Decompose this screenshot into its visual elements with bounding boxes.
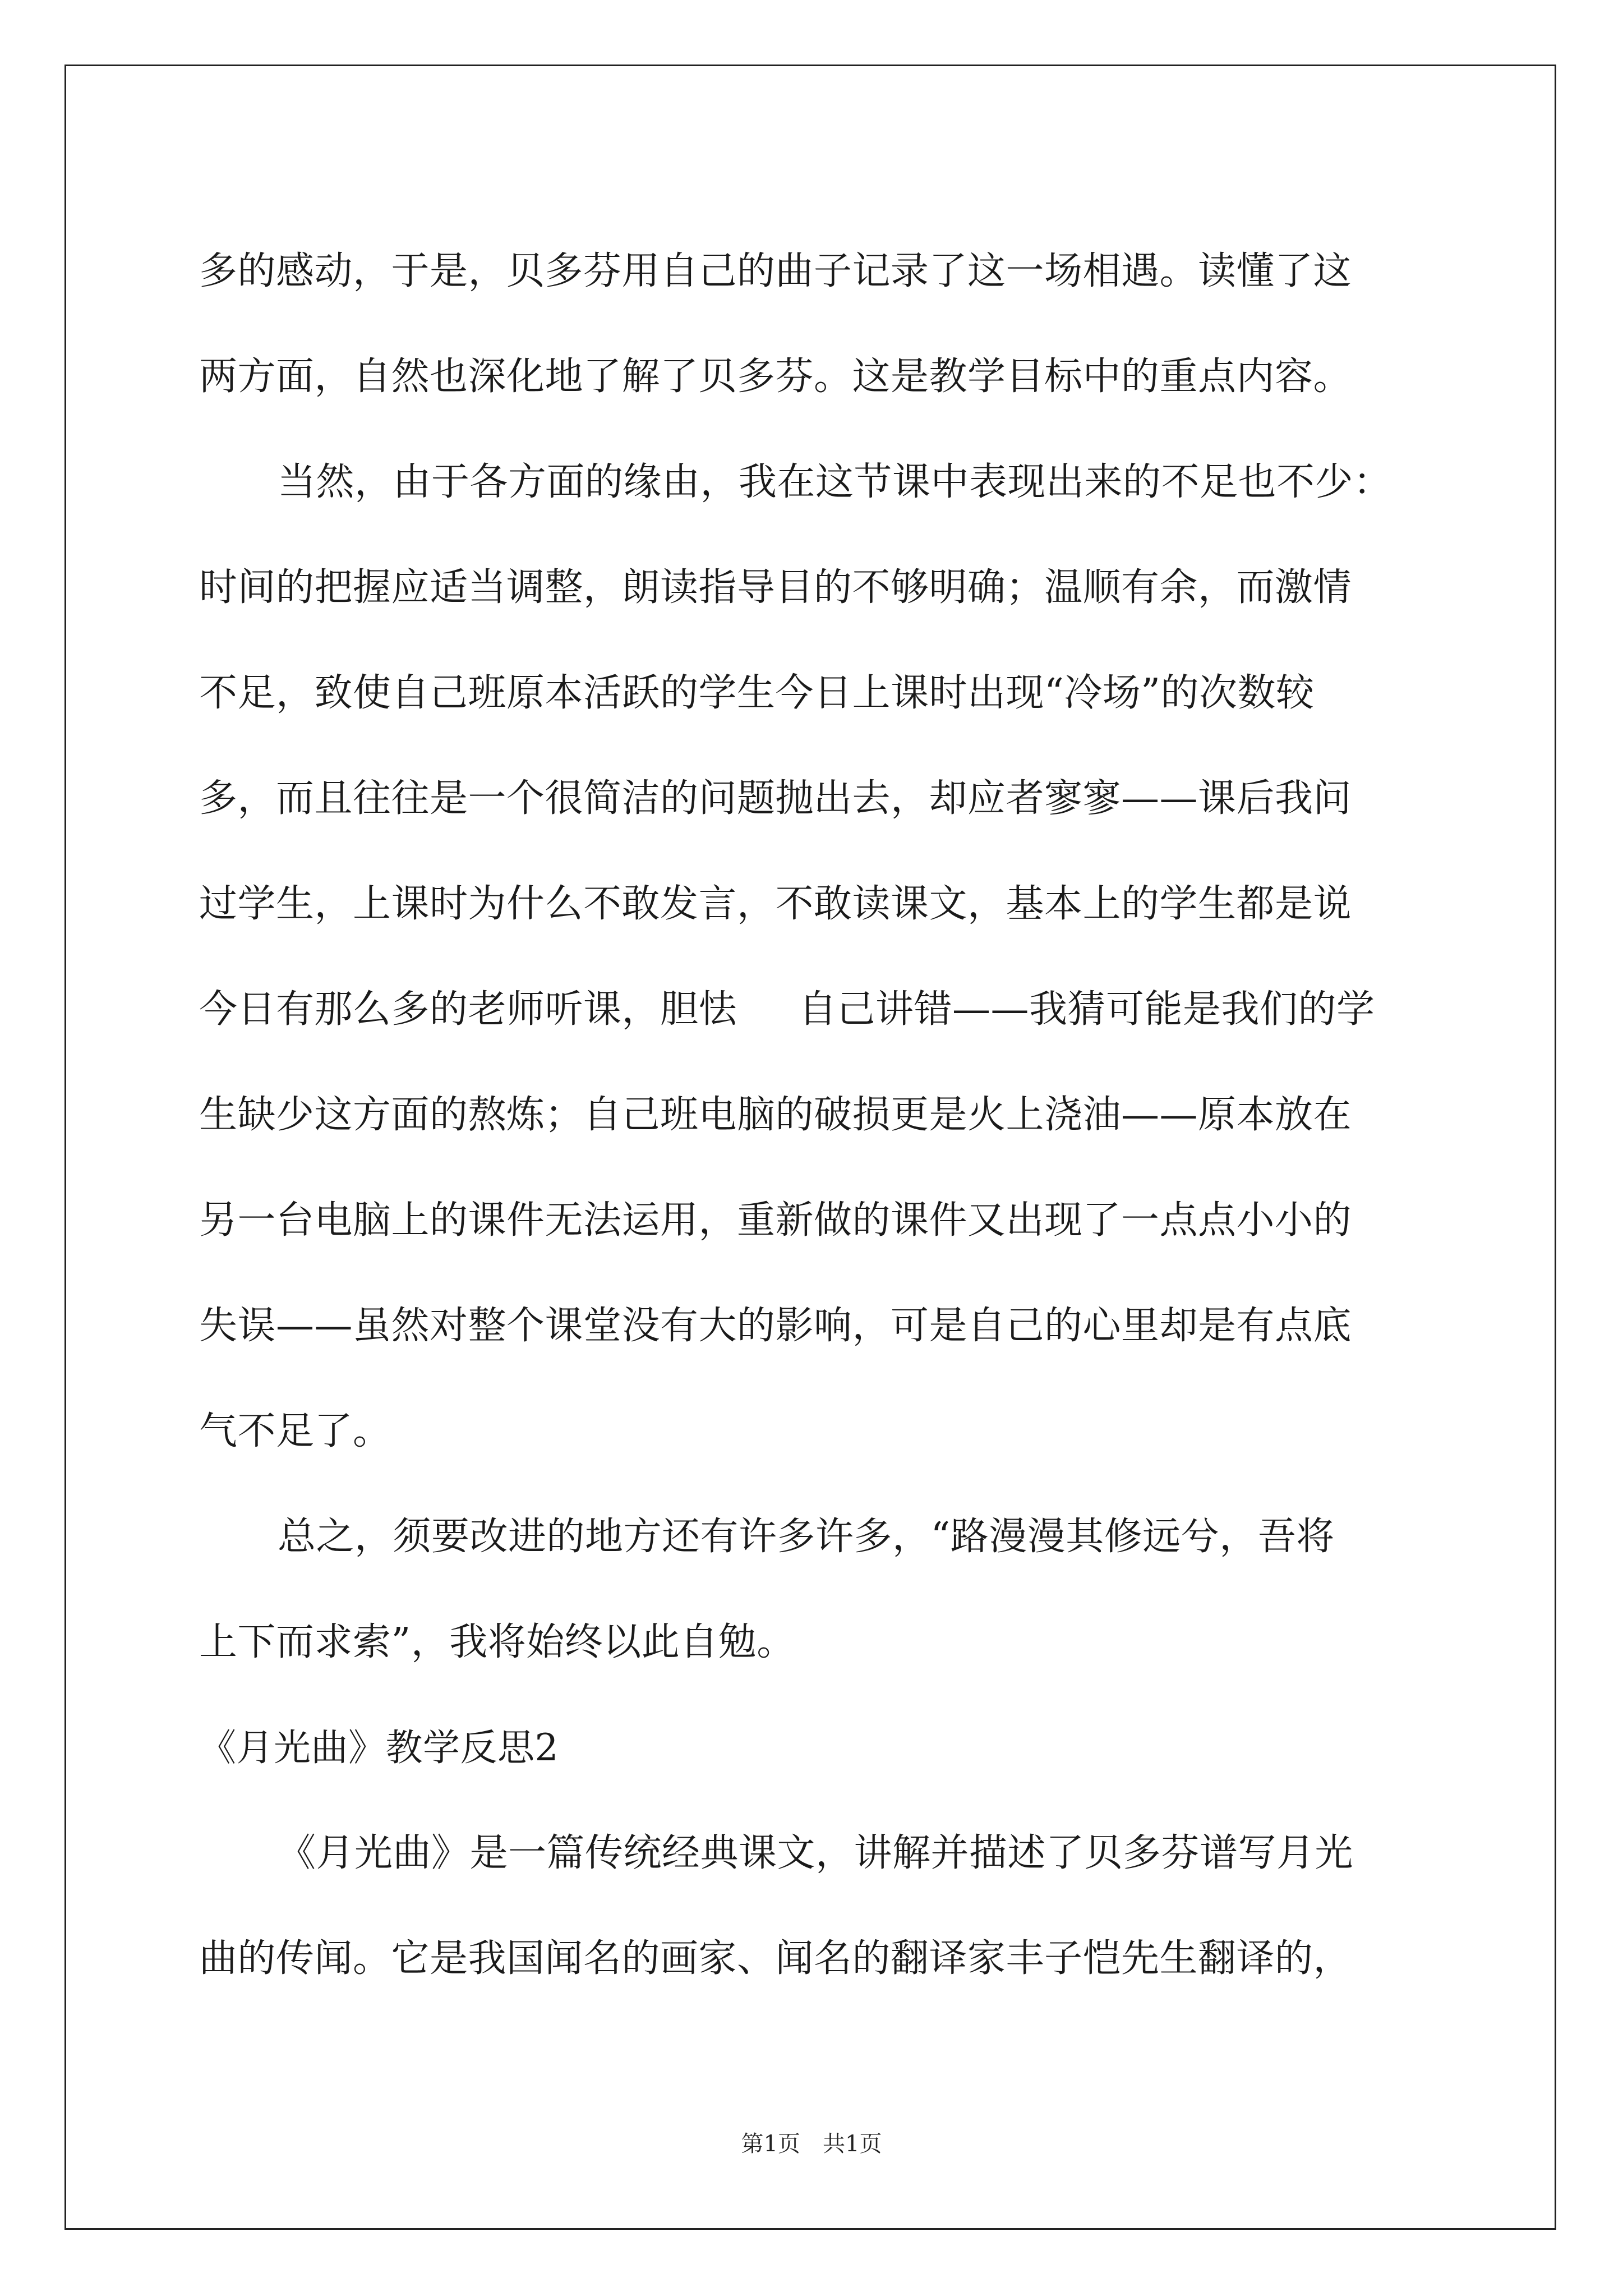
paragraph-line: 气不足了。 [199, 1409, 391, 1453]
paragraph-line: 另一台电脑上的课件无法运用，重新做的课件又出现了一点点小小的 [199, 1198, 1352, 1243]
paragraph-line: 上下而求索”，我将始终以此自勉。 [199, 1620, 795, 1664]
paragraph-line: 曲的传闻。它是我国闻名的画家、闻名的翻译家丰子恺先生翻译的， [199, 1936, 1352, 1981]
paragraph-line: 生缺少这方面的熬炼；自己班电脑的破损更是火上浇油——原本放在 [199, 1093, 1352, 1137]
section-heading: 《月光曲》教学反思2 [199, 1726, 559, 1769]
paragraph-line: 多的感动，于是，贝多芬用自己的曲子记录了这一场相遇。读懂了这 [199, 249, 1352, 293]
paragraph-line: 不足，致使自己班原本活跃的学生今日上课时出现“冷场”的次数较 [199, 671, 1315, 715]
page-number-footer: 第1页 共1页 [741, 2131, 882, 2157]
paragraph-line: 《月光曲》是一篇传统经典课文，讲解并描述了贝多芬谱写月光 [278, 1831, 1354, 1875]
line-segment: 今日有那么多的老师听课，胆怯 [199, 987, 737, 1032]
paragraph-line: 总之，须要改进的地方还有许多许多，“路漫漫其修远兮，吾将 [278, 1515, 1335, 1559]
paragraph-line-split [199, 957, 1450, 1062]
paragraph-line: 多，而且往往是一个很简洁的问题抛出去，却应者寥寥——课后我问 [199, 776, 1352, 821]
paragraph-line: 时间的把握应适当调整，朗读指导目的不够明确；温顺有余，而激情 [199, 565, 1352, 610]
paragraph-line: 两方面，自然也深化地了解了贝多芬。这是教学目标中的重点内容。 [199, 355, 1352, 399]
paragraph-line: 当然，由于各方面的缘由，我在这节课中表现出来的不足也不少： [278, 460, 1392, 504]
paragraph-line: 过学生，上课时为什么不敢发言，不敢读课文，基本上的学生都是说 [199, 882, 1352, 926]
line-segment: 自己讲错——我猜可能是我们的学 [799, 987, 1375, 1032]
document-body [199, 219, 1450, 2012]
paragraph-line: 失误——虽然对整个课堂没有大的影响，可是自己的心里却是有点底 [199, 1304, 1352, 1348]
